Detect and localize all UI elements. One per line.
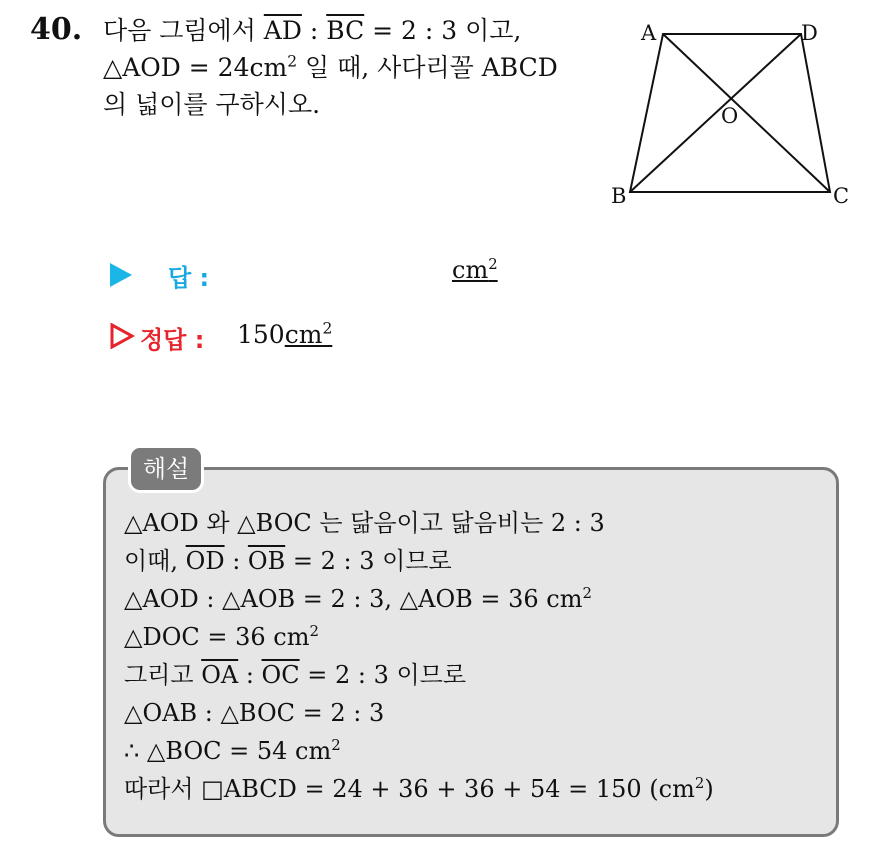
vertex-label-d: D: [801, 21, 818, 45]
solution-line: [124, 732, 714, 770]
unit-exponent: 2: [582, 584, 592, 602]
question-text-part: △AOD = 24: [103, 53, 250, 82]
segment-bc: $\overline{BC}$: [326, 16, 365, 45]
correct-unit: cm: [284, 320, 323, 349]
solution-line: [124, 770, 714, 808]
unit-exponent: 2: [309, 622, 319, 640]
answer-label: 답 :: [168, 264, 210, 292]
solution-line: [124, 542, 714, 580]
correct-answer: [237, 320, 332, 349]
diagonal-bd: [630, 34, 801, 192]
solution-text-part: = 2 : 3 이므로: [299, 661, 467, 689]
question-text-part: 의 넓이를 구하시오.: [103, 90, 321, 119]
unit-exponent: 2: [331, 736, 341, 754]
segment-oa: $\overline{OA}$: [201, 661, 239, 689]
solution-tag: 해설: [128, 445, 204, 493]
solution-text-part: ∴ △BOC = 54 cm: [124, 737, 332, 765]
answer-unit: cm: [452, 256, 489, 284]
solution-text-part: 따라서 □ABCD = 24 + 36 + 36 + 54 = 150 (cm: [124, 775, 695, 803]
solution-text-part: ): [704, 775, 714, 803]
answer-unit-exponent: 2: [488, 255, 498, 273]
solution-text-part: = 2 : 3 이므로: [285, 547, 452, 575]
solution-text: [124, 504, 714, 808]
unit: cm: [249, 53, 288, 82]
ratio-separator: :: [301, 16, 327, 45]
trapezoid-figure: [605, 18, 865, 218]
question-text: [103, 12, 593, 123]
segment-oc: $\overline{OC}$: [261, 661, 300, 689]
vertex-label-a: A: [641, 21, 657, 45]
correct-unit-exponent: 2: [322, 319, 333, 338]
vertex-label-o: O: [721, 104, 739, 128]
solution-text-part: 그리고: [124, 661, 202, 689]
solution-line: △OAB : △BOC = 2 : 3: [124, 699, 385, 727]
solution-text-part: △DOC = 36 cm: [124, 623, 310, 651]
correct-value: 150: [237, 320, 285, 349]
segment-ob: $\overline{OB}$: [247, 547, 286, 575]
ratio-separator: :: [224, 547, 248, 575]
segment-od: $\overline{OD}$: [185, 547, 225, 575]
question-text-part: 다음 그림에서: [103, 16, 264, 45]
segment-ad: $\overline{AD}$: [263, 16, 302, 45]
solution-line: [124, 580, 714, 618]
unit-exponent: 2: [694, 774, 705, 792]
solution-line: [124, 656, 714, 694]
ratio-separator: :: [238, 661, 262, 689]
question-text-part: 일 때, 사다리꼴 ABCD: [297, 53, 558, 82]
solution-text-part: △AOD : △AOB = 2 : 3, △AOB = 36 cm: [124, 585, 583, 613]
solution-text-part: 이때,: [124, 547, 186, 575]
vertex-label-b: B: [611, 184, 627, 208]
solution-line: [124, 618, 714, 656]
answer-marker-icon: [110, 263, 132, 287]
unit-exponent: 2: [287, 52, 298, 71]
question-number: 40.: [30, 12, 83, 47]
correct-label: 정답 :: [140, 326, 205, 354]
correct-marker-icon: [109, 323, 135, 349]
question-text-part: = 2 : 3 이고,: [364, 16, 522, 45]
answer-blank[interactable]: [452, 256, 498, 284]
vertex-label-c: C: [833, 184, 850, 208]
solution-line: △AOD 와 △BOC 는 닮음이고 닮음비는 2 : 3: [124, 509, 605, 537]
